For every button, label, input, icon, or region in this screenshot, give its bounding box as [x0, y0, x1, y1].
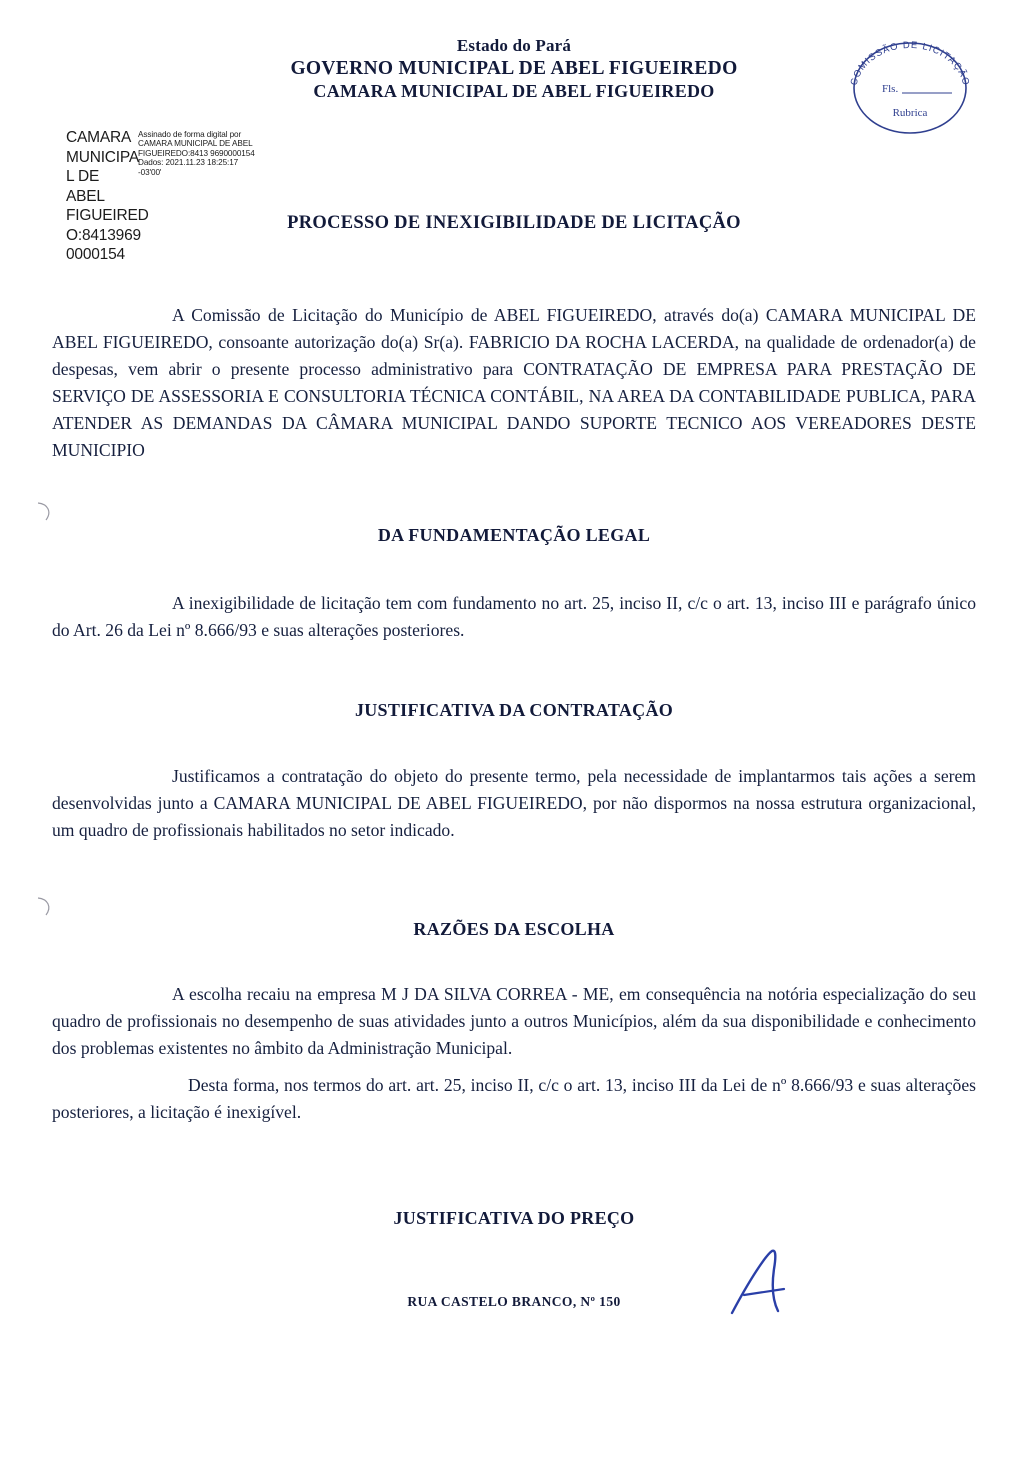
margin-scribble-icon-2: [34, 895, 60, 921]
section-body-razoes: A escolha recaiu na empresa M J DA SILVA CORREA - ME, em consequência na notória especialização do seu quadro de profissionais no desempenho de suas atividades junto a outros Municípios, além da sua disponibilidade e conhecimento dos problemas existentes no âmbito da Administração Municipal.: [52, 984, 976, 1058]
digital-signature-subject: CAMARA MUNICIPA L DE ABEL FIGUEIRED O:8413969 0000154: [66, 129, 149, 263]
section-heading-fundamentacao: DA FUNDAMENTAÇÃO LEGAL: [377, 525, 651, 545]
svg-text:Rubrica: Rubrica: [892, 107, 928, 119]
intro-paragraph: A Comissão de Licitação do Município de ABEL FIGUEIREDO, através do(a) CAMARA MUNICIPAL DE ABEL FIGUEIREDO, consoante autorização do(a) Sr(a). FABRICIO DA ROCHA LACERDA, na qualidade de ordenador(a) de despesas, vem abrir o presente processo administrativo para CONTRATAÇÃO DE EMPRESA PARA PRESTAÇÃO DE SERVIÇO DE ASSESSORIA E CONSULTORIA TÉCNICA CONTÁBIL, NA AREA DA CONTABILIDADE PUBLICA, PARA ATENDER AS DEMANDAS DA CÂMARA MUNICIPAL DANDO SUPORTE TECNICO AOS VEREADORES DESTE MUNICIPIO: [52, 305, 976, 460]
handwritten-signature: [722, 1245, 812, 1325]
section-heading-razoes: RAZÕES DA ESCOLHA: [413, 919, 615, 939]
header-government: GOVERNO MUNICIPAL DE ABEL FIGUEIREDO: [290, 58, 738, 79]
page-title: PROCESSO DE INEXIGIBILIDADE DE LICITAÇÃO: [287, 213, 741, 233]
digital-signature-details: Assinado de forma digital por CAMARA MUNICIPAL DE ABEL FIGUEIREDO:8413 9690000154 Dados: 2021.11.23 18:25:17 -03'00': [138, 130, 255, 177]
margin-scribble-icon: [34, 500, 60, 526]
footer-address: RUA CASTELO BRANCO, Nº 150: [407, 1294, 621, 1309]
section-body-fundamentacao: A inexigibilidade de licitação tem com fundamento no art. 25, inciso II, c/c o art. 13, inciso III e parágrafo único do Art. 26 da Lei nº 8.666/93 e suas alterações posteriores.: [52, 593, 976, 640]
header-state: Estado do Pará: [456, 36, 572, 55]
svg-text:COMISSÃO DE LICITAÇÃO: COMISSÃO DE LICITAÇÃO: [848, 39, 972, 88]
committee-stamp: [840, 36, 980, 138]
header-chamber: CAMARA MUNICIPAL DE ABEL FIGUEIREDO: [313, 81, 715, 101]
section-heading-justificativa-preco: JUSTIFICATIVA DO PREÇO: [393, 1208, 635, 1228]
section-body-justificativa-contratacao: Justificamos a contratação do objeto do presente termo, pela necessidade de implantarmos tais ações a serem desenvolvidas junto a CAMARA MUNICIPAL DE ABEL FIGUEIREDO, por não dispormos na nossa estrutura organizacional, um quadro de profissionais habilitados no setor indicado.: [52, 766, 976, 840]
section-heading-justificativa-contratacao: JUSTIFICATIVA DA CONTRATAÇÃO: [354, 700, 674, 720]
svg-text:Fls.: Fls.: [882, 83, 899, 95]
section-body-razoes-2: Desta forma, nos termos do art. art. 25, inciso II, c/c o art. 13, inciso III da Lei de nº 8.666/93 e suas alterações posteriores, a licitação é inexigível.: [52, 1075, 976, 1122]
